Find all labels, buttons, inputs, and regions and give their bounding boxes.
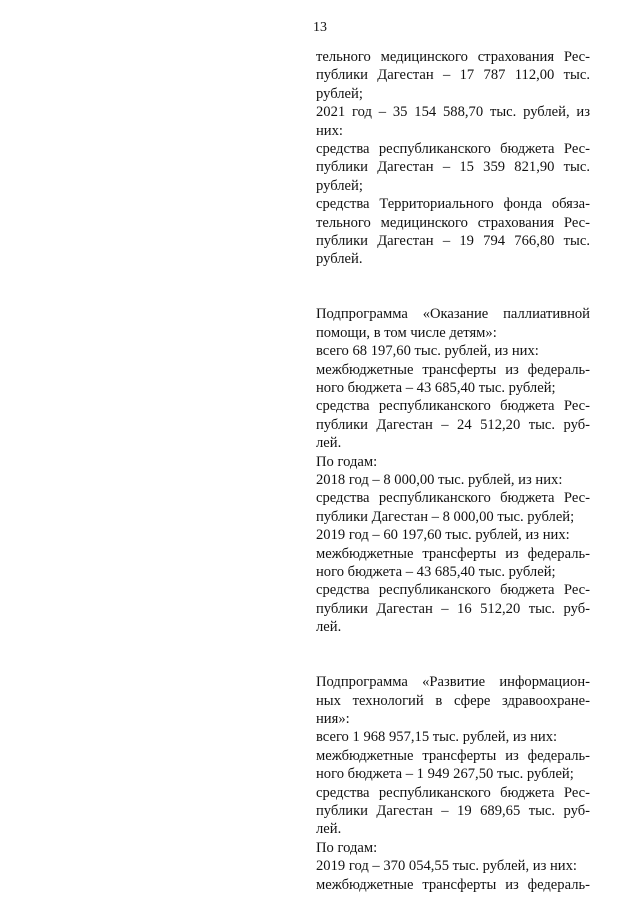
text-line: средства республиканского бюджета Рес- — [316, 398, 590, 415]
text-line: Подпрограмма «Развитие информацион- — [316, 674, 590, 691]
text-line: рублей; — [316, 177, 363, 194]
text-line: средства Территориального фонда обяза- — [316, 196, 590, 213]
text-line: 2019 год – 60 197,60 тыс. рублей, из них: — [316, 527, 570, 544]
text-line: ного бюджета – 43 685,40 тыс. рублей; — [316, 563, 556, 580]
text-line: 2021 год – 35 154 588,70 тыс. рублей, из — [316, 104, 590, 121]
text-line: всего 1 968 957,15 тыс. рублей, из них: — [316, 729, 558, 746]
text-line: 2018 год – 8 000,00 тыс. рублей, из них: — [316, 471, 563, 488]
text-line: помощи, в том числе детям»: — [316, 324, 497, 341]
text-line: лей. — [316, 619, 342, 636]
text-line: средства республиканского бюджета Рес- — [316, 784, 590, 801]
text-line: ного бюджета – 1 949 267,50 тыс. рублей; — [316, 766, 574, 783]
text-line: межбюджетные трансферты из федераль- — [316, 361, 590, 378]
text-line: публики Дагестан – 19 794 766,80 тыс. — [316, 232, 590, 249]
text-line: тельного медицинского страхования Рес- — [316, 214, 590, 231]
blank-line — [316, 269, 590, 287]
text-line: публики Дагестан – 16 512,20 тыс. руб- — [316, 600, 590, 617]
text-line: 2019 год – 370 054,55 тыс. рублей, из них: — [316, 858, 577, 875]
text-line: По годам: — [316, 839, 378, 856]
text-line: них: — [316, 122, 343, 139]
text-line: лей. — [316, 821, 342, 838]
text-line: лей. — [316, 435, 342, 452]
text-line: всего 68 197,60 тыс. рублей, из них: — [316, 343, 539, 360]
text-line: тельного медицинского страхования Рес- — [316, 49, 590, 65]
text-line: средства республиканского бюджета Рес- — [316, 490, 590, 507]
blank-line — [316, 637, 590, 655]
text-line: публики Дагестан – 19 689,65 тыс. руб- — [316, 803, 590, 820]
text-line: средства республиканского бюджета Рес- — [316, 582, 590, 599]
page-number: 13 — [313, 20, 327, 35]
text-line: публики Дагестан – 24 512,20 тыс. руб- — [316, 416, 590, 433]
blank-line — [316, 287, 590, 305]
text-line: ного бюджета – 43 685,40 тыс. рублей; — [316, 380, 556, 397]
text-line: публики Дагестан – 8 000,00 тыс. рублей; — [316, 508, 575, 525]
blank-line — [316, 655, 590, 673]
text-line: публики Дагестан – 15 359 821,90 тыс. — [316, 159, 590, 176]
text-line: публики Дагестан – 17 787 112,00 тыс. — [316, 67, 590, 84]
text-line: рублей; — [316, 85, 363, 102]
text-line: межбюджетные трансферты из федераль- — [316, 545, 590, 562]
text-line: рублей. — [316, 251, 363, 268]
text-line: межбюджетные трансферты из федераль- — [316, 876, 590, 893]
text-line: ных технологий в сфере здравоохране- — [316, 692, 590, 709]
document-text-column — [316, 48, 590, 894]
text-line: По годам: — [316, 453, 378, 470]
text-line: межбюджетные трансферты из федераль- — [316, 747, 590, 764]
text-line: Подпрограмма «Оказание паллиативной — [316, 306, 590, 323]
text-line: ния»: — [316, 711, 350, 728]
text-line: средства республиканского бюджета Рес- — [316, 140, 590, 157]
